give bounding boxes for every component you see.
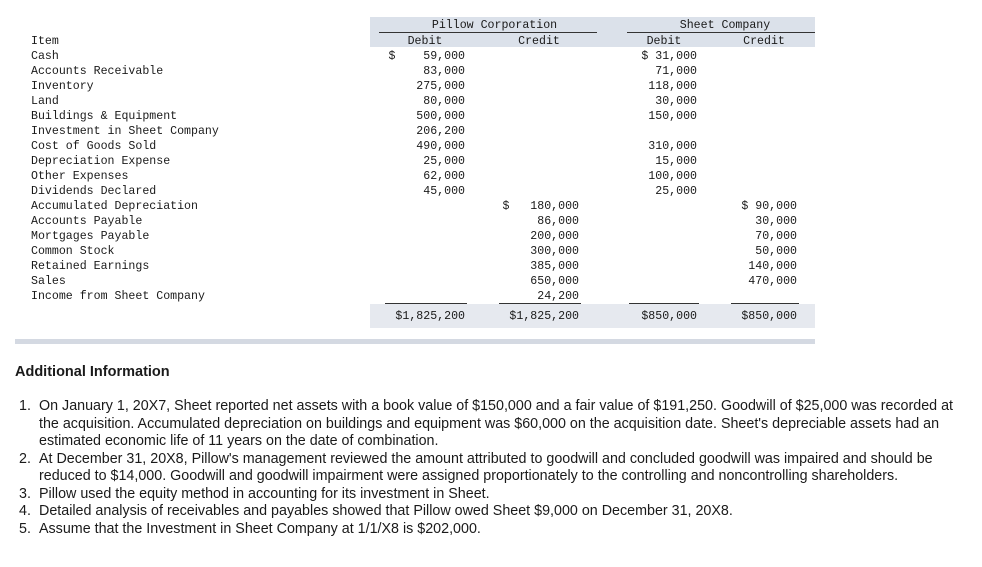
item-header: Item: [31, 35, 59, 48]
table-row-item: Dividends Declared: [31, 185, 157, 198]
table-cell-pd: 275,000: [416, 80, 465, 93]
sheet-header-rule: [627, 32, 815, 33]
note-number: 1.: [19, 398, 31, 414]
table-cell-sc: 30,000: [755, 215, 797, 228]
pillow-credit-total: $1,825,200: [509, 310, 579, 323]
additional-info-list: [19, 398, 969, 538]
table-cell-sd: $ 31,000: [641, 50, 697, 63]
table-cell-pd: 45,000: [423, 185, 465, 198]
table-row-item: Retained Earnings: [31, 260, 150, 273]
table-cell-sc: 470,000: [748, 275, 797, 288]
sheet-debit-total: $850,000: [641, 310, 697, 323]
table-cell-pd: 500,000: [416, 110, 465, 123]
note-number: 2.: [19, 450, 31, 467]
pillow-credit-sum-rule: [499, 303, 581, 304]
sheet-header: Sheet Company: [679, 19, 771, 32]
note-item: [19, 503, 969, 521]
table-cell-sd: 100,000: [648, 170, 697, 183]
table-row-item: Mortgages Payable: [31, 230, 150, 243]
table-cell-pc: $ 180,000: [502, 200, 579, 213]
table-cell-pc: 24,200: [537, 290, 579, 303]
table-cell-pd: 490,000: [416, 140, 465, 153]
table-row-item: Sales: [31, 275, 66, 288]
note-number: 3.: [19, 485, 31, 502]
table-cell-pd: 206,200: [416, 125, 465, 138]
pillow-credit-header: Credit: [518, 35, 560, 48]
sheet-credit-header: Credit: [743, 35, 785, 48]
note-text: Assume that the Investment in Sheet Company at 1/1/X8 is $202,000.: [39, 520, 481, 537]
note-text: At December 31, 20X8, Pillow's management reviewed the amount attributed to goodwill and concluded goodwill was impaired and should be reduced to $14,000. Goodwill and goodwill impairment were assigned proportionately to the controlling and noncontrolling shareholders.: [39, 450, 933, 484]
pillow-debit-sum-rule: [385, 303, 467, 304]
table-row-item: Cash: [31, 50, 59, 63]
sheet-credit-sum-rule: [731, 303, 799, 304]
table-row-item: Cost of Goods Sold: [31, 140, 157, 153]
table-cell-sc: 140,000: [748, 260, 797, 273]
table-cell-pc: 650,000: [530, 275, 579, 288]
table-cell-sd: 118,000: [648, 80, 697, 93]
table-cell-sc: 50,000: [755, 245, 797, 258]
table-cell-pc: 86,000: [537, 215, 579, 228]
pillow-header: Pillow Corporation: [431, 19, 558, 32]
note-text: Detailed analysis of receivables and payables showed that Pillow owed Sheet $9,000 on December 31, 20X8.: [39, 503, 733, 519]
trial-balance-table: [15, 17, 815, 344]
table-cell-sd: 30,000: [655, 95, 697, 108]
table-row-item: Income from Sheet Company: [31, 290, 205, 303]
table-cell-sc: $ 90,000: [741, 200, 797, 213]
table-row-item: Depreciation Expense: [31, 155, 171, 168]
sheet-debit-header: Debit: [646, 35, 682, 48]
pillow-debit-header: Debit: [407, 35, 443, 48]
table-row-item: Inventory: [31, 80, 94, 93]
table-row-item: Buildings & Equipment: [31, 110, 178, 123]
table-row-item: Other Expenses: [31, 170, 129, 183]
table-cell-pd: 83,000: [423, 65, 465, 78]
table-row-item: Accounts Payable: [31, 215, 143, 228]
table-cell-pd: 62,000: [423, 170, 465, 183]
table-row-item: Common Stock: [31, 245, 115, 258]
table-cell-sd: 150,000: [648, 110, 697, 123]
note-text: Pillow used the equity method in accounting for its investment in Sheet.: [39, 485, 490, 502]
note-item: [19, 521, 969, 539]
note-item: [19, 451, 969, 486]
table-cell-pd: 25,000: [423, 155, 465, 168]
note-number: 4.: [19, 503, 31, 519]
table-row-item: Accounts Receivable: [31, 65, 164, 78]
table-cell-sd: 310,000: [648, 140, 697, 153]
table-cell-sc: 70,000: [755, 230, 797, 243]
note-number: 5.: [19, 520, 31, 537]
table-cell-sd: 71,000: [655, 65, 697, 78]
note-text: On January 1, 20X7, Sheet reported net assets with a book value of $150,000 and a fair value of $191,250. Goodwill of $25,000 was recorded at the acquisition. Accumulated depreciation on buildings and equipment was $60,000 on the acquisition date. Sheet's depreciable assets had an estimated economic life of 11 years on the date of combination.: [39, 398, 954, 449]
pillow-header-rule: [379, 32, 597, 33]
table-cell-pd: 80,000: [423, 95, 465, 108]
table-cell-pc: 200,000: [530, 230, 579, 243]
sheet-debit-sum-rule: [629, 303, 699, 304]
table-cell-sd: 25,000: [655, 185, 697, 198]
table-cell-sd: 15,000: [655, 155, 697, 168]
table-cell-pc: 385,000: [530, 260, 579, 273]
table-cell-pc: 300,000: [530, 245, 579, 258]
table-row-item: Investment in Sheet Company: [31, 125, 219, 138]
sheet-credit-total: $850,000: [741, 310, 797, 323]
note-item: [19, 486, 969, 504]
table-cell-pd: $ 59,000: [388, 50, 465, 63]
note-item: [19, 398, 969, 451]
table-row-item: Accumulated Depreciation: [31, 200, 198, 213]
table-row-item: Land: [31, 95, 59, 108]
pillow-debit-total: $1,825,200: [395, 310, 465, 323]
additional-info-title: Additional Information: [15, 364, 170, 380]
